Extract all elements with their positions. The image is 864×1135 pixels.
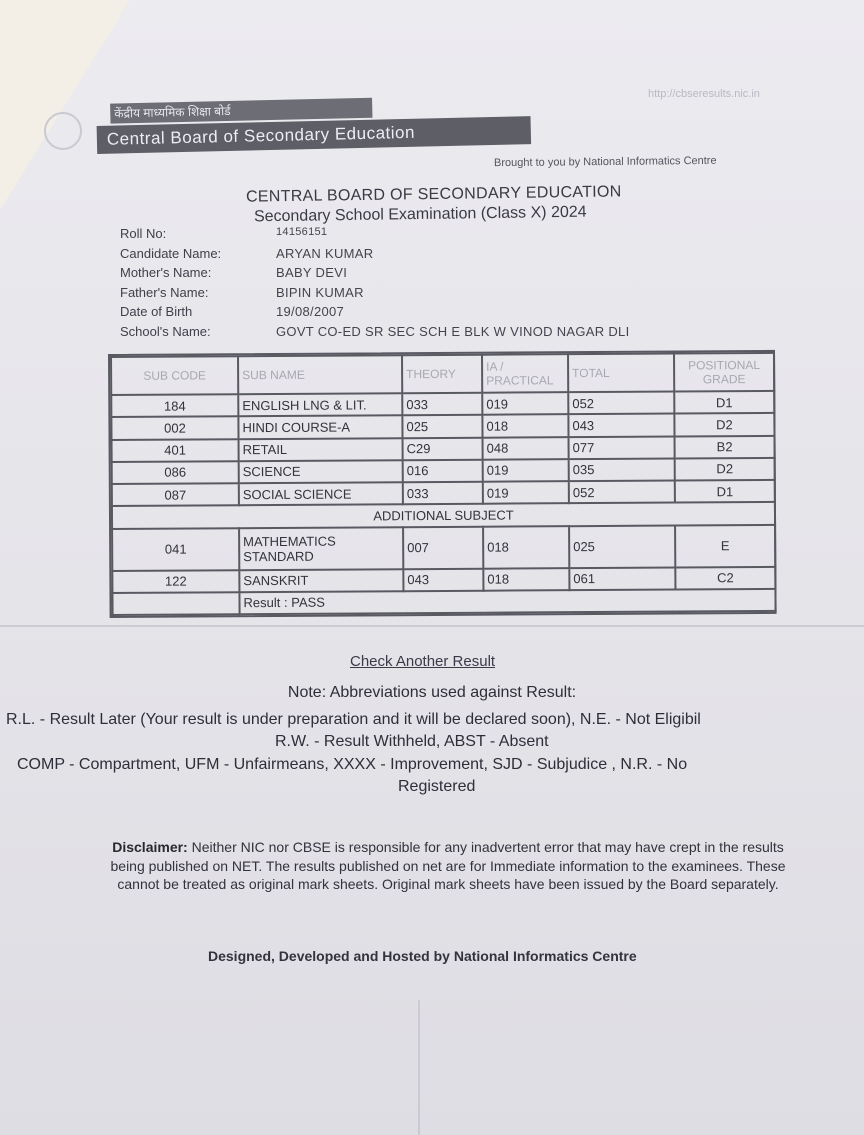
practical-cell: 019 <box>483 481 569 504</box>
grade-cell: D1 <box>674 391 774 414</box>
candidate-name-value: ARYAN KUMAR <box>276 245 374 261</box>
info-row-mother <box>120 265 680 285</box>
info-row-school <box>120 324 680 344</box>
grade-cell: C2 <box>675 566 775 589</box>
abbreviation-note-heading: Note: Abbreviations used against Result: <box>287 684 577 701</box>
total-cell: 061 <box>569 567 675 590</box>
info-row-dob <box>120 304 680 324</box>
cbse-banner <box>96 90 523 156</box>
total-cell: 043 <box>568 414 674 437</box>
header-sub-name: SUB NAME <box>238 355 402 394</box>
theory-cell: 025 <box>402 415 482 438</box>
info-row-father <box>120 285 680 305</box>
sub-code-cell: 401 <box>112 439 239 462</box>
banner-hindi-name: केंद्रीय माध्यमिक शिक्षा बोर्ड <box>110 98 372 124</box>
sub-name-cell: SOCIAL SCIENCE <box>239 482 403 505</box>
total-cell: 052 <box>568 392 674 415</box>
marks-table <box>110 352 777 616</box>
total-cell: 025 <box>569 525 675 568</box>
header-practical: IA / PRACTICAL <box>482 354 568 393</box>
page-url: http://cbseresults.nic.in <box>648 88 760 100</box>
mother-name-label: Mother's Name: <box>120 265 212 280</box>
abbreviation-line-2: R.W. - Result Withheld, ABST - Absent <box>275 733 549 750</box>
practical-cell: 018 <box>483 526 569 569</box>
father-name-value: BIPIN KUMAR <box>276 284 364 300</box>
header-grade: POSITIONAL GRADE <box>674 353 774 392</box>
sub-code-cell: 086 <box>112 461 239 484</box>
disclaimer-text: Neither NIC nor CBSE is responsible for any inadvertent error that may have crept in the results being published on NET. The results published on net are for Immediate information to the examinees. These cannot be treated as original mark sheets. Original mark sheets have been issued by the Board separately. <box>110 839 786 892</box>
nic-credit: Brought to you by National Informatics Centre <box>493 154 717 170</box>
disclaimer <box>98 838 798 894</box>
dob-label: Date of Birth <box>120 304 193 319</box>
sub-code-cell: 184 <box>111 394 238 417</box>
roll-value: 14156151 <box>276 226 328 238</box>
sub-code-cell: 087 <box>112 483 239 506</box>
total-cell: 035 <box>569 458 675 481</box>
sub-name-cell: ENGLISH LNG & LIT. <box>238 393 402 416</box>
header-theory: THEORY <box>402 355 482 393</box>
exam-title: Secondary School Examination (Class X) 2024 <box>253 203 587 226</box>
theory-cell: 007 <box>403 526 483 568</box>
theory-cell: 043 <box>403 568 483 591</box>
sub-name-cell: HINDI COURSE-A <box>238 415 402 438</box>
grade-cell: D2 <box>674 413 774 436</box>
dob-value: 19/08/2007 <box>276 304 345 319</box>
banner-english-name: Central Board of Secondary Education <box>97 116 532 154</box>
practical-cell: 019 <box>483 459 569 482</box>
marks-table-frame <box>108 350 777 618</box>
total-cell: 052 <box>569 481 675 504</box>
result-spacer-cell <box>112 592 239 615</box>
theory-cell: 033 <box>403 482 483 505</box>
practical-cell: 018 <box>483 568 569 591</box>
grade-cell: E <box>675 524 775 567</box>
practical-cell: 018 <box>482 414 568 437</box>
father-name-label: Father's Name: <box>120 284 209 300</box>
total-cell: 077 <box>569 436 675 459</box>
grade-cell: D1 <box>675 480 775 503</box>
abbreviation-line-4: Registered <box>398 778 476 795</box>
sub-code-cell: 122 <box>112 570 239 593</box>
check-another-result-link[interactable]: Check Another Result <box>350 653 496 670</box>
theory-cell: C29 <box>403 437 483 460</box>
header-sub-code: SUB CODE <box>111 356 238 395</box>
mother-name-value: BABY DEVI <box>276 265 348 280</box>
candidate-info <box>120 226 680 343</box>
roll-label: Roll No: <box>120 226 167 241</box>
abbreviation-line-1: R.L. - Result Later (Your result is under preparation and it will be declared soon), N.E. - Not Eligibil <box>6 711 701 728</box>
info-row-roll <box>120 226 680 246</box>
school-name-value: GOVT CO-ED SR SEC SCH E BLK W VINOD NAGAR DLI <box>276 323 630 339</box>
result-cell <box>239 589 775 615</box>
practical-cell: 019 <box>482 392 568 415</box>
sub-name-cell: RETAIL <box>239 438 403 461</box>
footer-credit: Designed, Developed and Hosted by National Informatics Centre <box>208 948 637 964</box>
header-total: TOTAL <box>568 354 674 393</box>
paper-crease <box>0 625 864 627</box>
info-row-name <box>120 246 680 266</box>
abbreviation-line-3: COMP - Compartment, UFM - Unfairmeans, XXXX - Improvement, SJD - Subjudice , N.R. - No <box>17 756 688 773</box>
board-title: CENTRAL BOARD OF SECONDARY EDUCATION <box>245 183 622 206</box>
candidate-name-label: Candidate Name: <box>120 245 222 261</box>
theory-cell: 033 <box>402 393 482 416</box>
school-name-label: School's Name: <box>120 323 211 339</box>
table-header-row <box>111 353 774 395</box>
grade-cell: D2 <box>675 458 775 481</box>
additional-subject-label: ADDITIONAL SUBJECT <box>112 502 775 528</box>
grade-cell: B2 <box>675 435 775 458</box>
disclaimer-label: Disclaimer: <box>112 839 188 855</box>
practical-cell: 048 <box>483 437 569 460</box>
table-row <box>112 524 775 570</box>
sub-name-cell: MATHEMATICS STANDARD <box>239 527 403 570</box>
sub-code-cell: 041 <box>112 528 239 571</box>
sub-name-cell: SCIENCE <box>239 460 403 483</box>
sub-name-cell: SANSKRIT <box>239 569 403 592</box>
result-value: PASS <box>291 595 325 611</box>
cbse-emblem-icon <box>44 112 82 150</box>
theory-cell: 016 <box>403 459 483 482</box>
result-label: Result : <box>243 595 288 611</box>
result-row <box>112 589 775 615</box>
paper-crease-vertical <box>418 1000 420 1135</box>
sub-code-cell: 002 <box>111 416 238 439</box>
